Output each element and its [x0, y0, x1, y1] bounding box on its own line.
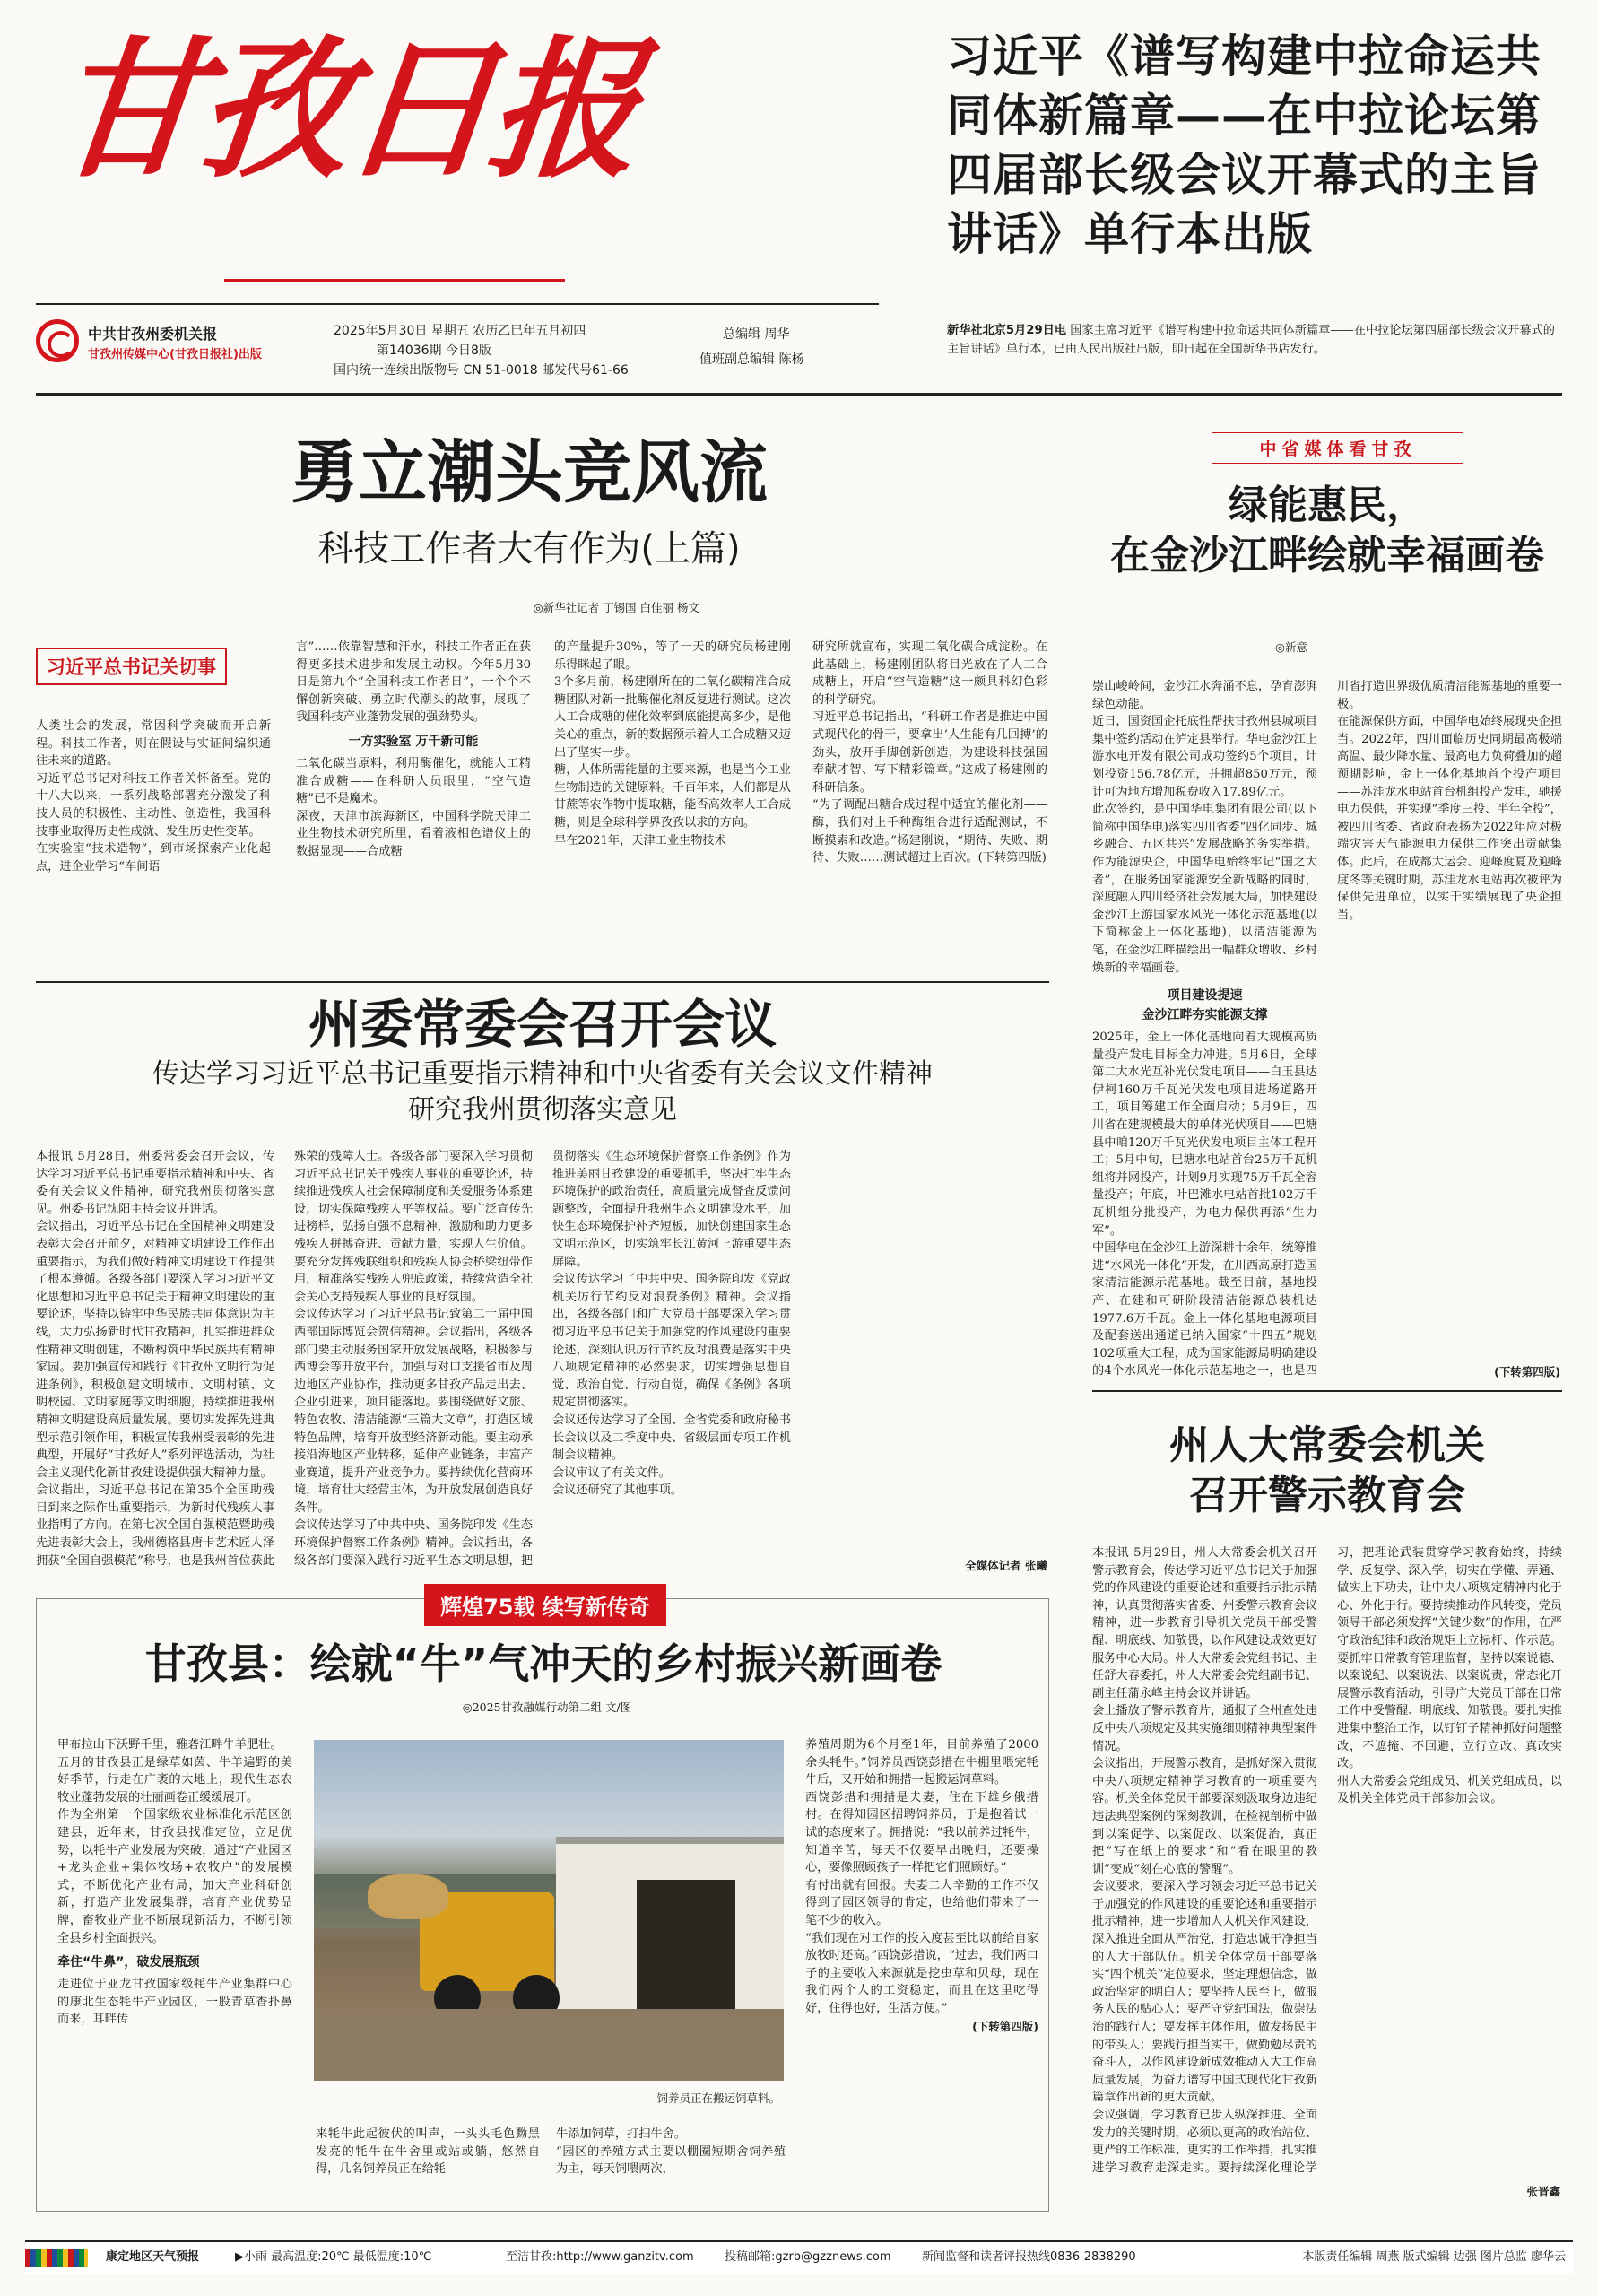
right-article2-title-line2: 召开警示教育会	[1189, 1473, 1465, 1518]
footer-weather: ▶小雨 最高温度:20℃ 最低温度:10℃	[235, 2250, 432, 2264]
right-article1-tag: 中省媒体看甘孜	[1212, 432, 1463, 464]
article3-photo-caption: 饲养员正在搬运饲草料。	[656, 2092, 780, 2105]
article3-banner	[348, 1584, 743, 1626]
right-article1-text1: 崇山峻岭间，金沙江水奔涌不息，孕育澎湃绿色动能。 近日，国资国企托底性帮扶甘孜州县城项目集中签约活动在泸定县举行。华电金沙江上游水电开发有限公司成功签约5个项目，计划投资156.78亿元，并拥超850万元，预计可为地方增加税费收入17.89亿元。 此次签约，是中国华电集团有限公司(以下简称中国华电)落实四川省委“四化同步、城乡融合、五区共兴”发展战略的务实举措。作为能源央企，中国华电始终牢记“国之大者”，在服务国家能源安全新战略的同时，深度融入四川经济社会发展大局，加快建设金沙江上游国家水风光一体化示范基地(以下简称金上一体化基地)，以清洁能源为笔，在金沙江畔描绘出一幅群众增收、乡村焕新的幸福画卷。	[1092, 680, 1317, 975]
header-rule	[36, 393, 1562, 396]
footer-email: 投稿邮箱:gzrb@gzznews.com	[725, 2250, 891, 2264]
article3-col1-subhead: 牵住“牛鼻”，破发展瓶颈	[57, 1955, 200, 1970]
article1-bottom-rule	[36, 981, 1049, 983]
article3-cont: (下转第四版)	[972, 2019, 1038, 2033]
masthead-bottom-rule	[36, 303, 879, 305]
photo-hay	[368, 1874, 448, 1919]
article3-col3: 牛添加饲草，打扫牛舍。 “园区的养殖方式主要以棚圈短期舍饲养殖为主，每天饲喂两次，	[556, 2127, 786, 2177]
issue-line: 第14036期 今日8版	[377, 344, 491, 358]
footer-site: 至洁甘孜:http://www.ganzitv.com	[506, 2250, 694, 2264]
publisher-name: 甘孜州传媒中心(甘孜日报社)出版	[88, 348, 262, 361]
article1-col1: 人类社会的发展，常因科学突破而开启新程。科技工作者，则在假设与实证间编织通往未来的道路。 习近平总书记对科技工作者关怀备至。党的十八大以来，一系列战略部署充分激发了科技人员的积极性、主动性、创造性，我国科技事业取得历史性成就、发生历史性变革。 在实验室“技术造物”，到市场探索产业化起点，进企业学习“车间语	[36, 719, 271, 874]
article3-col2: 来牦牛此起彼伏的叫声，一头头毛色黝黑发亮的牦牛在牛舍里或站或躺，悠然自得，几名饲养员正在给牦	[316, 2127, 540, 2177]
footer-bar	[25, 2240, 1573, 2274]
article3-col1	[57, 1736, 292, 2203]
footer-hotline: 新闻监督和读者评报热线0836-2838290	[922, 2250, 1136, 2264]
footer-weather-label: 康定地区天气预报	[106, 2250, 200, 2264]
tibetan-script-line	[224, 265, 565, 282]
right-article1-title-line2: 在金沙江畔绘就幸福画卷	[1110, 533, 1544, 578]
top-story-headline: 习近平《谱写构建中拉命运共同体新篇章——在中拉论坛第四届部长级会议开幕式的主旨讲话》单行本出版	[947, 30, 1542, 260]
right-article1-body	[1092, 678, 1562, 1387]
right-article1-title-line1: 绿能惠民，	[1229, 483, 1426, 528]
article2-subtitle1: 传达学习习近平总书记重要指示精神和中央省委有关会议文件精神	[152, 1058, 933, 1090]
article1-tag-box: 习近平总书记关切事	[36, 648, 227, 685]
right-article2-byline: 张晋鑫	[1526, 2185, 1560, 2198]
org-name: 中共甘孜州委机关报	[88, 326, 218, 343]
right-article1-subhead2: 金沙江畔夯实能源支撑	[1142, 1008, 1268, 1023]
article2-body: 本报讯 5月28日，州委常委会召开会议，传达学习习近平总书记重要指示精神和中央、省委有关会议文件精神，研究我州贯彻落实意见。州委书记沈阳主持会议并讲话。 会议指出，习近平总书记在全国精神文明建设表彰大会召开前夕，对精神文明建设工作作出重要指示，为我们做好精神文明建设工作提供了根本遵循。各级各部门要深入学习习近平文化思想和习近平总书记关于精神文明建设的重要论述，坚持以铸牢中华民族共同体意识为主线，大力弘扬新时代甘孜精神，扎实推进群众性精神文明创建，不断构筑中华民族共有精神家园。要加强宣传和践行《甘孜州文明行为促进条例》，积极创建文明城市、文明村镇、文明校园、文明家庭等文明细胞，持续推进我州精神文明建设高质量发展。要切实发挥先进典型示范引领作用，积极宣传我州受表彰的先进典型，开展好“甘孜好人”系列评选活动，为社会主义现代化新甘孜建设提供强大精神力量。 会议指出，习近平总书记在第35个全国助残日到来之际作出重要指示，为新时代残疾人事业指明了方向。在第七次全国自强模范暨助残先进表彰大会上，我州德格县唐卡艺术匠人泽拥获“全国自强模范”称号，也是我州首位获此殊荣的残障人士。各级各部门要深入学习贯彻习近平总书记关于残疾人事业的重要论述，持续推进残疾人社会保障制度和关爱服务体系建设，切实保障残疾人平等权益。要广泛宣传先进榜样，弘扬自强不息精神，激励和助力更多残疾人拼搏奋进、贡献力量，实现人生价值。要充分发挥残联组织和残疾人协会桥梁纽带作用，精准落实残疾人兜底政策，持续营造全社会关心支持残疾人事业的良好氛围。 会议传达学习了习近平总书记致第二十届中国西部国际博览会贺信精神。会议指出，各级各部门要主动服务国家开放发展战略，积极参与西博会等开放平台，加强与对口支援省市及周边地区产业协作，推动更多甘孜产品走出去、企业引进来，项目能落地。要围绕做好文旅、特色农牧、清洁能源“三篇大文章”，打造区域特色品牌，培育开放型经济新动能。要主动承接沿海地区产业转移，延伸产业链条，丰富产业赛道，提升产业竞争力。要持续优化营商环境，培育壮大经营主体，为开放发展创造良好条件。 会议传达学习了中共中央、国务院印发《生态环境保护督察工作条例》精神。会议指出，各级各部门要深入践行习近平生态文明思想，把贯彻落实《生态环境保护督察工作条例》作为推进美丽甘孜建设的重要抓手，坚决扛牢生态环境保护的政治责任，高质量完成督查反馈问题整改，全面提升我州生态文明建设水平，加快生态环境保护补齐短板，加快创建国家生态文明示范区，切实筑牢长江黄河上游重要生态屏障。 会议传达学习了中共中央、国务院印发《党政机关厉行节约反对浪费条例》精神。会议指出，各级各部门和广大党员干部要深入学习贯彻习近平总书记关于加强党的作风建设的重要论述，深刻认识厉行节约反对浪费是落实中央八项规定精神的必然要求，切实增强思想自觉、政治自觉、行动自觉，确保《条例》各项规定贯彻落实。 会议还传达学习了全国、全省党委和政府秘书长会议以及二季度中央、省级层面专项工作机制会议精神。 会议审议了有关文件。 会议还研究了其他事项。	[36, 1150, 791, 1568]
top-story-body	[947, 321, 1566, 359]
right-article2-title-line1: 州人大常委会机关	[1169, 1422, 1485, 1468]
article3-banner-label: 辉煌75载 续写新传奇	[424, 1584, 666, 1626]
top-story-text: 国家主席习近平《谱写构建中拉命运共同体新篇章——在中拉论坛第四届部长级会议开幕式的主旨讲话》单行本，已由人民出版社出版，即日起在全国新华书店发行。	[947, 324, 1555, 356]
article1-byline: ◎新华社记者 丁锡国 白佳丽 杨文	[533, 601, 699, 614]
footer-credits: 本版责任编辑 周燕 版式编辑 边强 图片总监 廖华云	[1302, 2250, 1566, 2264]
article1-col2b-text: 二氧化碳当原料，利用酶催化，就能人工精准合成糖——在科研人员眼里，“空气造糖”已不是魔术。 深夜，天津市滨海新区，中国科学院天津工业生物技术研究所里，看着液相色谱仪上的数据显现——合成糖	[296, 756, 531, 858]
footer-color-strip	[25, 2249, 88, 2267]
article3-byline: ◎2025甘孜融媒行动第二组 文/图	[462, 1700, 632, 1714]
article3-title: 甘孜县：绘就“牛”气冲天的乡村振兴新画卷	[144, 1639, 942, 1688]
right-article1-bottom-rule	[1092, 1390, 1562, 1392]
article3-col1-text: 甲布拉山下沃野千里，雅砻江畔牛羊肥壮。 五月的甘孜县正是绿草如茵、牛羊遍野的美好季节，行走在广袤的大地上，现代生态农牧业蓬勃发展的壮丽画卷正缓缓展开。 作为全州第一个国家级农业标准化示范区创建县，近年来，甘孜县找准定位，立足优势，以牦牛产业发展为突破，通过“产业园区+龙头企业+集体牧场+农牧户”的发展模式，不断优化产业布局，加大产业科研创新，打造产业发展集群，培育产业优势品牌，畜牧业产业不断展现新活力，不断引领全县乡村全面振兴。	[57, 1738, 292, 1945]
article2-byline: 全媒体记者 张曦	[965, 1559, 1047, 1572]
masthead	[36, 21, 897, 294]
right-article1-byline: ◎新意	[1275, 640, 1307, 654]
article3-col1b-text: 走进位于亚龙甘孜国家级牦牛产业集群中心的康北生态牦牛产业园区，一股青草香扑鼻而来，耳畔传	[57, 1978, 292, 2027]
editor-line: 总编辑 周华	[723, 327, 790, 342]
date-line: 2025年5月30日 星期五 农历乙巳年五月初四	[334, 324, 586, 338]
top-story-dateline: 新华社北京5月29日电	[947, 324, 1067, 337]
right-article1-subhead1: 项目建设提速	[1167, 988, 1243, 1004]
article1-col3: 的产量提升30%，等了一天的研究员杨建刚乐得眯起了眼。 3个多月前，杨建刚所在的二氧化碳精准合成糖团队对新一批酶催化剂反复进行测试。这次人工合成糖的催化效率到底能提高多少，是他关心的重点，新的数据预示着人工合成糖又迈出了坚实一步。 糖，人体所需能量的主要来源，也是当今工业生物制造的关键原料。千百年来，人们都是从甘蔗等农作物中提取糖，能否高效率人工合成糖，则是全球科学界孜孜以求的方向。 早在2021年，天津工业生物技术	[554, 640, 791, 848]
article2-title: 州委常委会召开会议	[308, 994, 777, 1055]
article1-title: 勇立潮头竞风流	[291, 432, 768, 512]
article1-col4: 研究所就宣布，实现二氧化碳合成淀粉。在此基础上，杨建刚团队将目光放在了人工合成糖上，开启“空气造糖”这一颇具科幻色彩的科学研究。 习近平总书记指出，“科研工作者是推进中国式现代化的骨干，要拿出‘人生能有几回搏’的劲头，放开手脚创新创造，为建设科技强国奉献才智、写下精彩篇章。”这成了杨建刚的科研信条。 “为了调配出糖合成过程中适宜的催化剂——酶，我们对上千种酶组合进行适配测试，不断摸索和改造。”杨建刚说，“期待、失败、期待、失败……测试超过上百次。(下转第四版)	[812, 640, 1047, 865]
emblem	[36, 319, 79, 362]
photo-building	[556, 1837, 784, 2023]
article1-col2	[296, 639, 531, 969]
article3-photo	[314, 1740, 784, 2081]
article2-subtitle2: 研究我州贯彻落实意见	[408, 1094, 677, 1126]
article1-col2-text: 言”……依靠智慧和汗水，科技工作者正在获得更多技术进步和发展主动权。今年5月30日是第九个“全国科技工作者日”，一个个不懈创新突破、勇立时代潮头的故事，展现了我国科技产业蓬勃发展的强劲势头。	[296, 640, 531, 725]
duty-editor-line: 值班副总编辑 陈杨	[699, 352, 804, 367]
article1-col2-subhead: 一方实验室 万千新可能	[348, 734, 479, 749]
right-article1-text2: 2025年，金上一体化基地向着大规模高质量投产发电目标全力冲进。5月6日，全球第二大水光互补光伏发电项目——白玉县达伊柯160万千瓦光伏发电项目进场道路开工，项目筹建工作全面启动；5月9日，四川省在建规模最大的单体光伏项目——巴塘县中咱120万千瓦光伏发电项目主体工程开工；5月中旬，巴塘水电站首台25万千瓦机组将并网投产，计划9月实现75万千瓦全容量投产；年底，叶巴滩水电站首批102万千瓦机组分批投产，为电力保供再添“生力军”。 中国华电在金沙江上游深耕十余年，统筹推进“水风光一体化”开发，在川西高原打造国家清洁能源示范基地。截至目前，基地投产、在建和可研阶段清洁能源总装机达1977.6万千瓦。金上一体化基地电源项目及配套送出通道已纳入国家“十四五”规划102项重大工程，成为国家能源局明确建设的4个水风光一体化示范基地之一，也是四川省打造世界级优质清洁能源基地的重要一极。 在能源保供方面，中国华电始终展现央企担当。2022年，四川面临历史同期最高极端高温、最少降水量、最高电力负荷叠加的超预期影响，金上一体化基地首个投产项目——苏洼龙水电站首台机组投产发电，驰援电力保供，并实现“季度三投、半年全投”，被四川省委、省政府表扬为2022年应对极端灾害天气能源电力保供工作突出贡献集体。此后，在成都大运会、迎峰度夏及迎峰度冬等关键时期，苏洼龙水电站再次被评为保供先进单位，以实干实绩展现了央企担当。	[1092, 680, 1562, 1378]
newspaper-logo: 甘孜日报	[44, 21, 645, 198]
right-article1-cont: (下转第四版)	[1494, 1365, 1560, 1378]
article3-col4-text: 养殖周期为6个月至1年，目前养殖了2000余头牦牛。”饲养员西饶彭措在牛棚里喂完牦牛后，又开始和拥措一起搬运饲草料。 西饶彭措和拥措是夫妻，住在下雄乡俄措村。在得知园区招聘饲养员，于是抱着试一试的态度来了。拥措说：“我以前养过牦牛，知道辛苦，每天不仅要早出晚归，还要操心，要像照顾孩子一样把它们照顾好。” 有付出就有回报。夫妻二人辛勤的工作不仅得到了园区领导的肯定，也给他们带来了一笔不少的收入。 “我们现在对工作的投入度甚至比以前给自家放牧时还高。”西饶彭措说，“过去，我们两口子的主要收入来源就是挖虫草和贝母，现在我们两个人的工资稳定，而且在这里吃得好，住得也好，生活方便。”	[805, 1738, 1038, 2015]
article1-subtitle: 科技工作者大有作为(上篇)	[317, 528, 741, 570]
article3-col4	[805, 1736, 1038, 2203]
article1-tag	[36, 648, 227, 685]
serial-line: 国内统一连续出版物号 CN 51-0018 邮发代号61-66	[334, 363, 629, 378]
right-article2-body: 本报讯 5月29日，州人大常委会机关召开警示教育会，传达学习近平总书记关于加强党的作风建设的重要论述和重要指示批示精神，认真贯彻落实省委、州委警示教育会议精神，进一步教育引导机关党员干部受警醒、明底线、知敬畏，以作风建设成效更好服务中心大局。州人大常委会党组书记、主任舒大春委托，州人大常委会党组副书记、副主任蒲永峰主持会议并讲话。 会上播放了警示教育片，通报了全州查处违反中央八项规定及其实施细则精神典型案件情况。 会议指出，开展警示教育，是抓好深入贯彻中央八项规定精神学习教育的一项重要内容。机关全体党员干部要深刻汲取身边违纪违法典型案例的深刻教训，在检视剖析中做到以案促学、以案促改、以案促治，真正把“写在纸上的要求”和“看在眼里的教训”变成“刻在心底的警醒”。 会议要求，要深入学习领会习近平总书记关于加强党的作风建设的重要论述和重要指示批示精神，进一步增加人大机关作风建设，深入推进全面从严治党，打造忠诚干净担当的人大干部队伍。机关全体党员干部要落实“四个机关”定位要求，坚定理想信念，做政治坚定的明白人；要坚持人民至上，做服务人民的贴心人；要严守党纪国法，做崇法治的践行人；要发挥主体作用，做发扬民主的带头人；要践行担当实干，做勤勉尽责的奋斗人，以作风建设新成效推动人大工作高质量发展，为奋力谱写中国式现代化甘孜新篇章作出新的更大贡献。 会议强调，学习教育已步入纵深推进、全面发力的关键时期，必须以更高的政治站位、更严的工作标准、更实的工作举措，扎实推进学习教育走深走实。要持续深化理论学习，把理论武装贯穿学习教育始终，持续学、反复学、深入学，切实在学懂、弄通、做实上下功夫，让中央八项规定精神内化于心、外化于行。要持续推动作风转变，党员领导干部必须发挥“关键少数”的作用，在严守政治纪律和政治规矩上立标杆、作示范。要抓牢日常教育管理监督，坚持以案说德、以案说纪、以案说法、以案说责，常态化开展警示教育活动，引导广大党员干部在日常工作中受警醒、明底线、知敬畏。要扎实推进集中整治工作，以钉钉子精神抓好问题整改，不遮掩、不回避，立行立改、真改实改。 州人大常委会党组成员、机关党组成员，以及机关全体党员干部参加会议。	[1092, 1546, 1562, 2175]
